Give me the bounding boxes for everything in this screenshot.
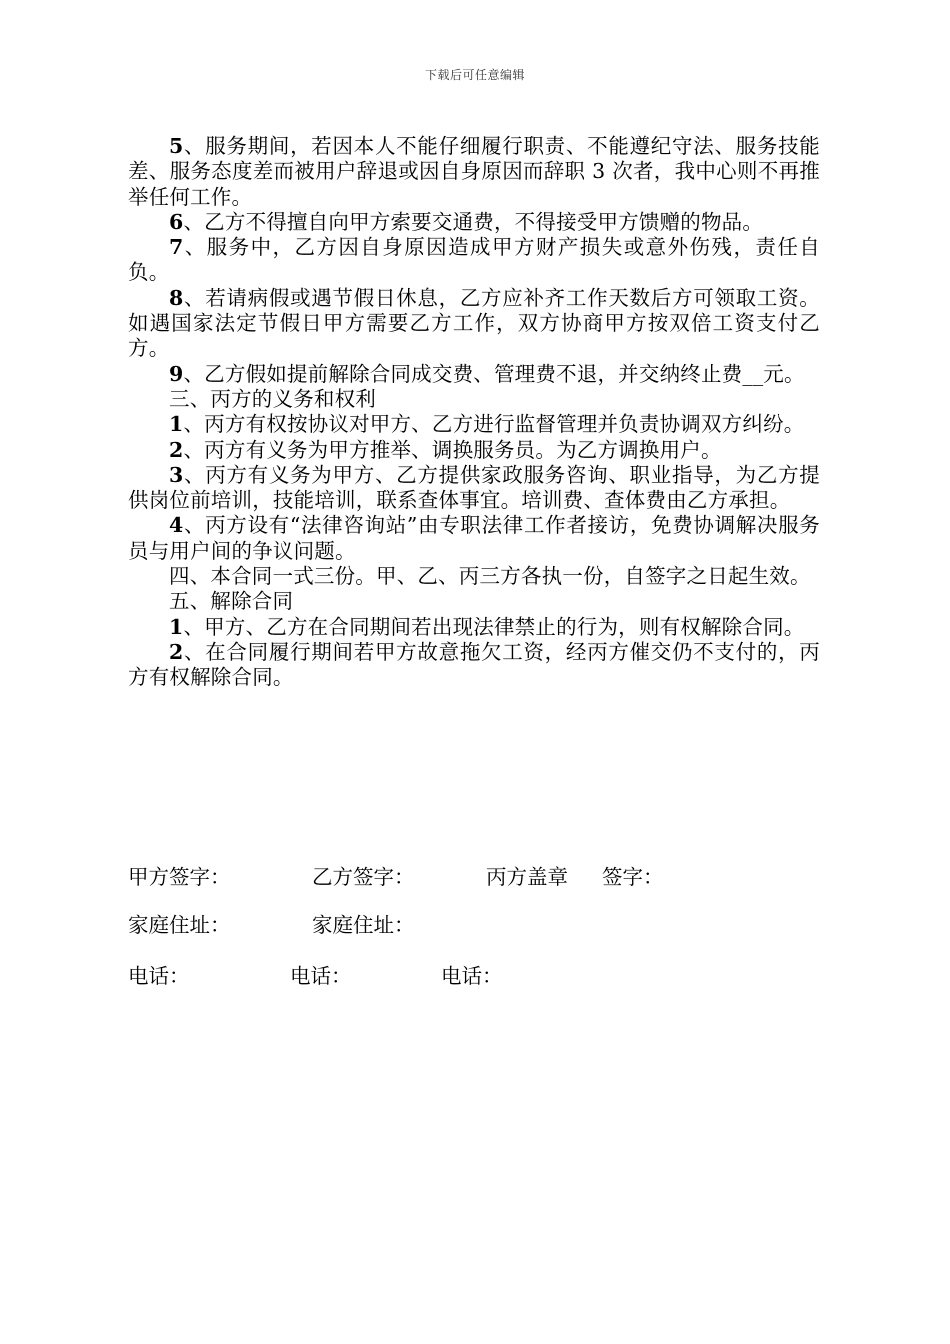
clause-number: 6 xyxy=(169,209,184,234)
section-heading-text: 三、丙方的义务和权利 xyxy=(169,386,376,411)
clause-number: 1 xyxy=(169,412,184,437)
party-a-signature-label: 甲方签字： xyxy=(128,865,231,889)
section-heading-text: 四、本合同一式三份。甲、乙、丙三方各执一份，自签字之日起生效。 xyxy=(169,564,811,589)
clause-paragraph xyxy=(128,286,820,362)
clause-paragraph xyxy=(128,235,820,286)
clause-text: 、丙方设有“法律咨询站”由专职法律工作者接访，免费协调解决服务员与用户间的争议问题。 xyxy=(128,513,820,563)
clause-number: 1 xyxy=(169,614,184,639)
clause-paragraph xyxy=(128,640,820,691)
clause-paragraph xyxy=(128,362,820,387)
clause-number: 7 xyxy=(169,235,184,260)
page-header: 下载后可任意编辑 xyxy=(424,68,525,82)
party-b-signature-label: 乙方签字： xyxy=(312,865,415,889)
clause-number: 4 xyxy=(169,513,184,538)
clause-number: 9 xyxy=(169,361,184,386)
clause-text: 、若请病假或遇节假日休息，乙方应补齐工作天数后方可领取工资。如遇国家法定节假日甲方需要乙方工作，双方协商甲方按双倍工资支付乙方。 xyxy=(128,285,820,361)
clause-text: 、在合同履行期间若甲方故意拖欠工资，经丙方催交仍不支付的，丙方有权解除合同。 xyxy=(128,639,820,690)
clause-number: 2 xyxy=(169,437,184,462)
party-b-address-label: 家庭住址： xyxy=(312,913,415,937)
section-heading-text: 五、解除合同 xyxy=(169,589,294,614)
clause-number: 3 xyxy=(169,462,184,487)
party-c-seal-label: 丙方盖章 xyxy=(486,865,568,889)
party-a-phone-label: 电话： xyxy=(128,964,190,988)
clause-number: 8 xyxy=(169,285,184,310)
section-heading xyxy=(128,387,820,412)
section-heading xyxy=(128,589,820,614)
clause-text: 、甲方、乙方在合同期间若出现法律禁止的行为，则有权解除合同。 xyxy=(183,614,805,639)
clause-text: 、乙方不得擅自向甲方索要交通费，不得接受甲方馈赠的物品。 xyxy=(183,209,764,234)
clause-text: 、丙方有义务为甲方推举、调换服务员。为乙方调换用户。 xyxy=(183,437,722,462)
party-b-phone-label: 电话： xyxy=(290,964,352,988)
clause-paragraph xyxy=(128,513,820,564)
clause-paragraph xyxy=(128,412,820,437)
contract-body xyxy=(128,134,820,691)
clause-number: 2 xyxy=(169,639,184,664)
clause-text: 、服务中，乙方因自身原因造成甲方财产损失或意外伤残，责任自负。 xyxy=(128,235,820,285)
section-heading xyxy=(128,564,820,589)
clause-paragraph xyxy=(128,438,820,463)
clause-text: 、服务期间，若因本人不能仔细履行职责、不能遵纪守法、服务技能差、服务态度差而被用户辞退或因自身原因而辞职 3 次者，我中心则不再推举任何工作。 xyxy=(128,134,820,209)
clause-paragraph xyxy=(128,134,820,210)
party-c-signature-label: 签字： xyxy=(602,865,664,889)
party-c-phone-label: 电话： xyxy=(441,964,503,988)
clause-number: 5 xyxy=(169,134,184,158)
clause-paragraph xyxy=(128,463,820,514)
clause-text: 、乙方假如提前解除合同成交费、管理费不退，并交纳终止费__元。 xyxy=(183,361,805,386)
clause-paragraph xyxy=(128,615,820,640)
party-a-address-label: 家庭住址： xyxy=(128,913,231,937)
clause-text: 、丙方有义务为甲方、乙方提供家政服务咨询、职业指导，为乙方提供岗位前培训，技能培训，联系查体事宜。培训费、查体费由乙方承担。 xyxy=(128,462,820,513)
clause-text: 、丙方有权按协议对甲方、乙方进行监督管理并负责协调双方纠纷。 xyxy=(183,412,805,437)
clause-paragraph xyxy=(128,210,820,235)
